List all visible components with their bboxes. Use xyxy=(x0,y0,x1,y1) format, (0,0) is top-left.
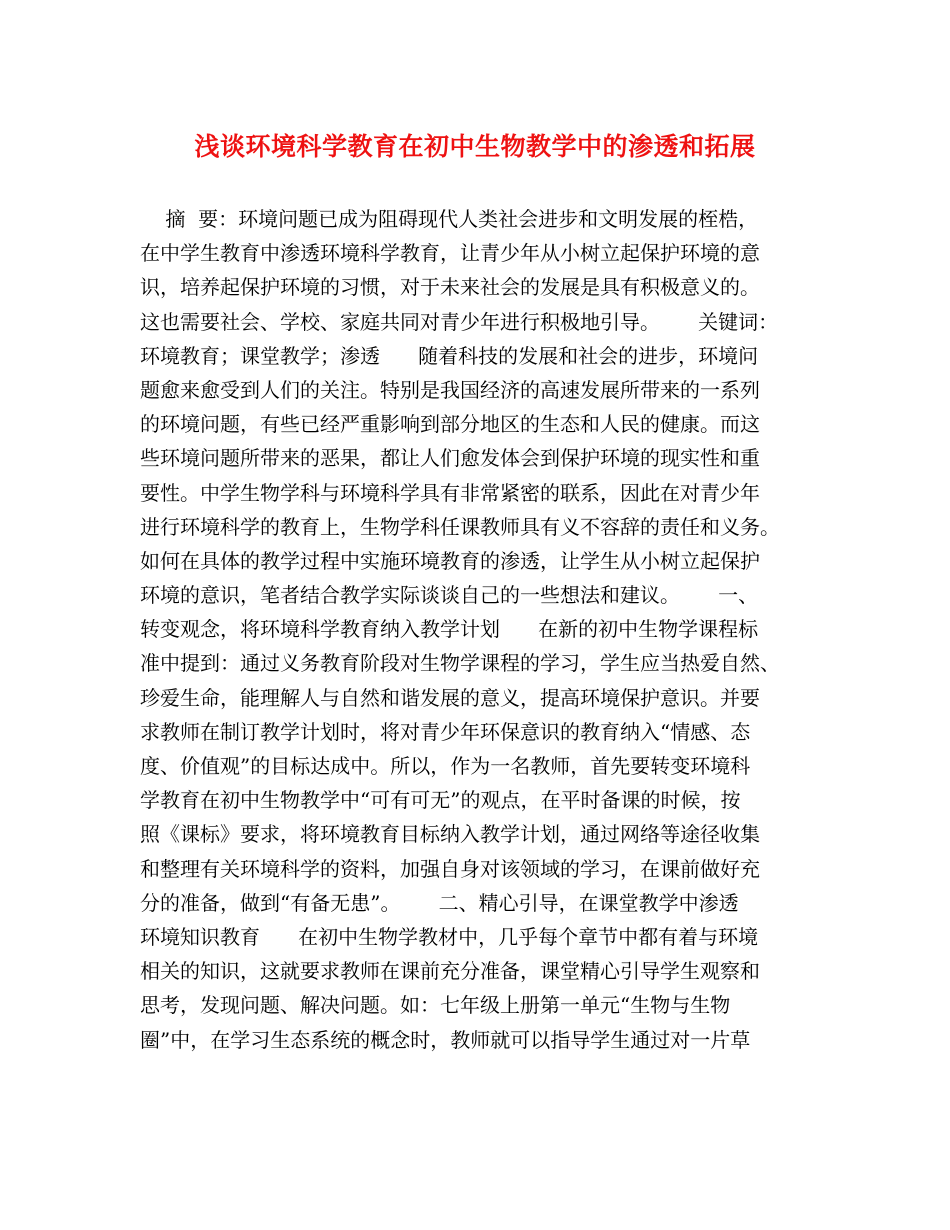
body-text-line: 相关的知识，这就要求教师在课前充分准备，课堂精心引导学生观察和 xyxy=(140,959,760,984)
body-text-line: 求教师在制订教学计划时，将对青少年环保意识的教育纳入“情感、态 xyxy=(140,719,751,744)
body-text-line: 思考，发现问题、解决问题。如：七年级上册第一单元“生物与生物 xyxy=(140,993,731,1018)
body-text-line: 环境教育；课堂教学；渗透 随着科技的发展和社会的进步，环境问 xyxy=(140,343,759,368)
body-text-line: 这也需要社会、学校、家庭共同对青少年进行积极地引导。 关键词： xyxy=(140,309,779,334)
document-body xyxy=(140,202,830,1057)
body-text-line: 照《课标》要求，将环境教育目标纳入教学计划，通过网络等途径收集 xyxy=(140,822,760,847)
body-text-line: 在中学生教育中渗透环境科学教育，让青少年从小树立起保护环境的意 xyxy=(140,241,760,266)
body-text-line: 识，培养起保护环境的习惯，对于未来社会的发展是具有积极意义的。 xyxy=(140,275,760,300)
body-text-line: 要性。中学生物学科与环境科学具有非常紧密的联系，因此在对青少年 xyxy=(140,480,760,505)
body-text-line: 摘 要：环境问题已成为阻碍现代人类社会进步和文明发展的桎梏， xyxy=(140,207,759,231)
body-text-line: 珍爱生命，能理解人与自然和谐发展的意义，提高环境保护意识。并要 xyxy=(140,685,760,710)
body-text-line: 转变观念，将环境科学教育纳入教学计划 在新的初中生物学课程标 xyxy=(140,617,759,642)
body-text-line: 些环境问题所带来的恶果，都让人们愈发体会到保护环境的现实性和重 xyxy=(140,446,760,471)
body-text-line: 度、价值观”的目标达成中。所以，作为一名教师，首先要转变环境科 xyxy=(140,754,751,778)
body-text-line: 如何在具体的教学过程中实施环境教育的渗透，让学生从小树立起保护 xyxy=(140,548,760,573)
document-title: 浅谈环境科学教育在初中生物教学中的渗透和拓展 xyxy=(194,132,756,161)
body-text-line: 题愈来愈受到人们的关注。特别是我国经济的高速发展所带来的一系列 xyxy=(140,377,760,402)
body-text-line: 的环境问题，有些已经严重影响到部分地区的生态和人民的健康。而这 xyxy=(140,412,760,437)
body-text-line: 圈”中，在学习生态系统的概念时，教师就可以指导学生通过对一片草 xyxy=(140,1027,751,1052)
body-text-line: 和整理有关环境科学的资料，加强自身对该领域的学习，在课前做好充 xyxy=(140,856,760,881)
body-text-line: 环境的意识，笔者结合教学实际谈谈自己的一些想法和建议。 一、 xyxy=(140,583,759,608)
body-text-line: 环境知识教育 在初中生物学教材中，几乎每个章节中都有着与环境 xyxy=(140,924,759,949)
body-text-line: 准中提到：通过义务教育阶段对生物学课程的学习，学生应当热爱自然、 xyxy=(140,651,780,676)
body-text-line: 分的准备，做到“有备无患”。 二、精心引导，在课堂教学中渗透 xyxy=(140,890,739,915)
body-text-line: 进行环境科学的教育上，生物学科任课教师具有义不容辞的责任和义务。 xyxy=(140,514,780,539)
body-text-line: 学教育在初中生物教学中“可有可无”的观点，在平时备课的时候，按 xyxy=(140,788,741,813)
